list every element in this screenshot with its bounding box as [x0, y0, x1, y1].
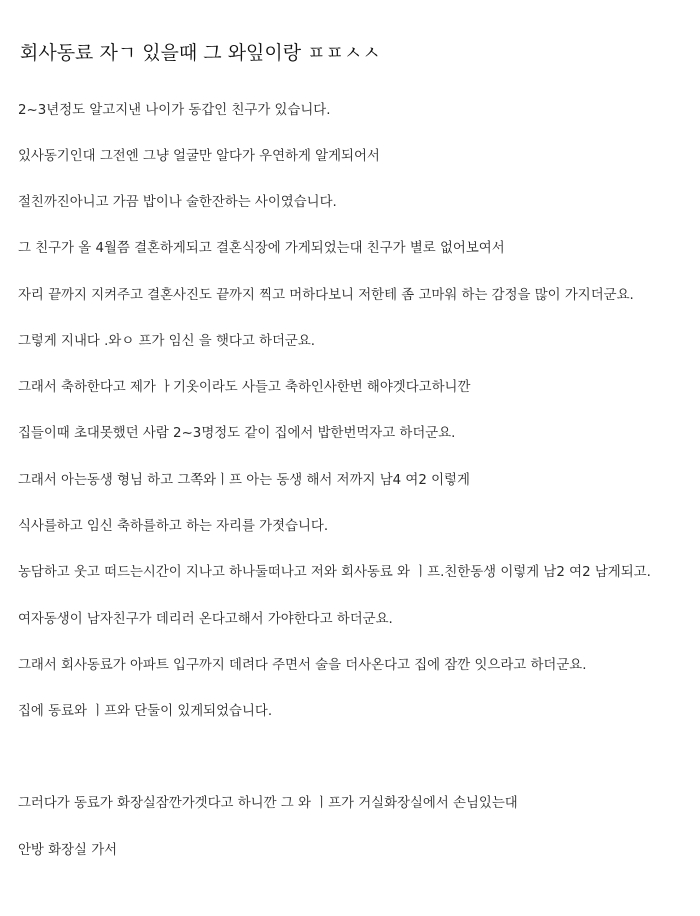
- paragraph: 절친까진아니고 가끔 밥이나 술한잔하는 사이였습니다.: [18, 195, 337, 210]
- paragraph: 그 친구가 올 4월쯤 결혼하게되고 결혼식장에 가게되었는대 친구가 별로 없어보여서: [18, 241, 505, 256]
- paragraph: 그러다가 동료가 화장실잠깐가겟다고 하니깐 그 와 ㅣ프가 거실화장실에서 손님있는대: [18, 796, 518, 811]
- paragraph: 그렇게 지내다 .와ㅇ 프가 임신 을 햇다고 하더군요.: [18, 334, 316, 349]
- paragraph: 그래서 회사동료가 아파트 입구까지 데려다 주면서 술을 더사온다고 집에 잠깐 잇으라고 하더군요.: [18, 658, 587, 673]
- paragraph: 안방 화장실 가서: [18, 843, 118, 858]
- paragraph: 그래서 아는동생 형님 하고 그쪽와ㅣ프 아는 동생 해서 저까지 남4 여2 이렇게: [18, 473, 470, 488]
- paragraph: 농담하고 웃고 떠드는시간이 지나고 하나둘떠나고 저와 회사동료 와 ㅣ프.친한동생 이렇게 남2 여2 남게되고.: [18, 565, 651, 580]
- post-title: 회사동료 자ㄱ 있을때 그 와잎이랑 ㅍㅍㅅㅅ: [20, 42, 381, 64]
- paragraph: 있사동기인대 그전엔 그냥 얼굴만 알다가 우연하게 알게되어서: [18, 149, 380, 164]
- paragraph: 그래서 축하한다고 제가 ㅏ기옷이라도 사들고 축하인사한번 해야겟다고하니깐: [18, 380, 471, 395]
- paragraph: 식사를하고 임신 축하를하고 하는 자리를 가졋습니다.: [18, 519, 329, 534]
- paragraph: 자리 끝까지 지켜주고 결혼사진도 끝까지 찍고 머하다보니 저한테 좀 고마워 하는 감정을 많이 가지더군요.: [18, 288, 634, 303]
- paragraph: 집들이때 초대못했던 사람 2~3명정도 같이 집에서 밥한번먹자고 하더군요.: [18, 426, 456, 441]
- paragraph: 2~3년정도 알고지낸 나이가 동갑인 친구가 있습니다.: [18, 103, 331, 118]
- paragraph: 여자동생이 남자친구가 데리러 온다고해서 가야한다고 하더군요.: [18, 612, 393, 627]
- paragraph: 집에 동료와 ㅣ프와 단둘이 있게되었습니다.: [18, 704, 273, 719]
